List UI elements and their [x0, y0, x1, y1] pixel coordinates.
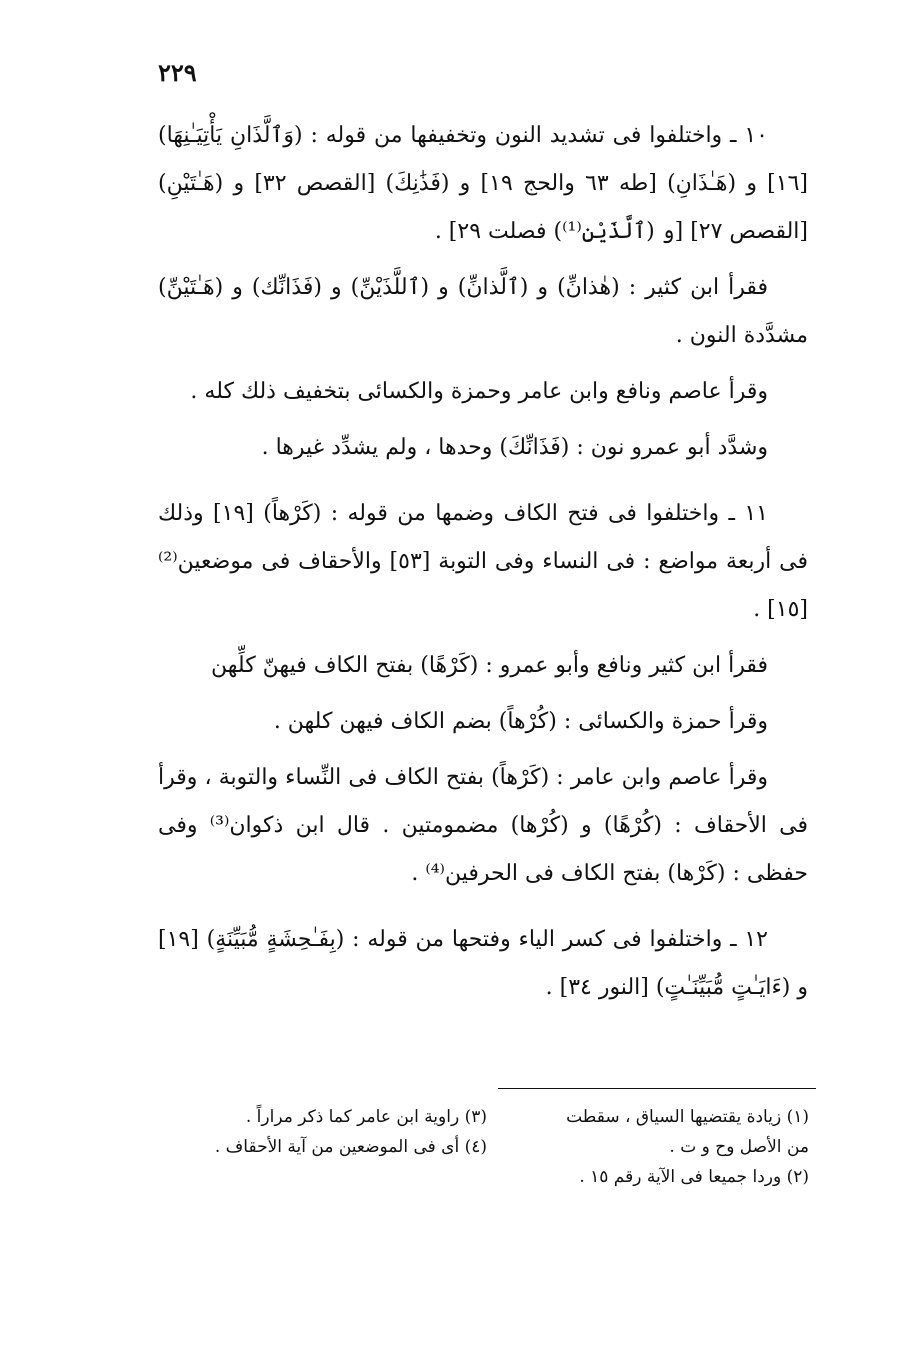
paragraph-ibn-kathir: فقرأ ابن كثير : (هٰذانِّ) و (ٱلَّذانِّ) و (ٱللَّذَيْنِّ) و (فَذَانِّك) و (هَـٰتَيْنِّ) مشدَّدة النون . [158, 275, 808, 348]
paragraph-asim-2: وقرأ عاصم وابن عامر : (كَرْهاً) بفتح الكاف فى النِّساء والتوبة ، وقرأ فى الأحقاف : (كُرْهًا) و (كُرْها) مضمومتين . قال ابن ذكوان⁽³⁾ وفى حفظى : (كَرْها) بفتح الكاف فى الحرفين⁽⁴⁾ . [158, 765, 808, 886]
footnote-3: (٣) راوية ابن عامر كما ذكر مراراً . [245, 1107, 487, 1127]
paragraph-asim: وقرأ عاصم ونافع وابن عامر وحمزة والكسائى بتخفيف ذلك كله . [190, 379, 768, 404]
paragraph-ibn-kathir-2: فقرأ ابن كثير ونافع وأبو عمرو : (كَرْهًا) بفتح الكاف فيهنّ كلِّهن [211, 653, 768, 678]
main-text [158, 112, 808, 1020]
footnote-1: (١) زيادة يقتضيها السياق ، سقطت [566, 1107, 809, 1127]
footnote-2: (٢) وردا جميعا فى الآية رقم ١٥ . [579, 1167, 809, 1187]
paragraph-11: ١١ ـ واختلفوا فى فتح الكاف وضمها من قوله : (كَرْهاً) [١٩] وذلك فى أربعة مواضع : فى النساء وفى التوبة [٥٣] والأحقاف فى موضعين⁽²⁾ [١٥] . [158, 501, 808, 622]
paragraph-abu-amr: وشدَّد أبو عمرو نون : (فَذَانِّكَ) وحدها ، ولم يشدِّد غيرها . [261, 435, 768, 460]
page-number: ٢٢٩ [158, 58, 197, 87]
footnote-1-continued: من الأصل وح و ت . [669, 1137, 809, 1157]
paragraph-12: ١٢ ـ واختلفوا فى كسر الياء وفتحها من قوله : (بِفَـٰحِشَةٍ مُّبَيِّنَةٍ) [١٩] و (ءَايَـٰتٍ مُّبَيِّنَـٰتٍ) [النور ٣٤] . [158, 927, 808, 1000]
paragraph-hamza: وقرأ حمزة والكسائى : (كُرْهاً) بضم الكاف فيهن كلهن . [273, 709, 768, 734]
footnote-divider [498, 1088, 816, 1089]
paragraph-10: ١٠ ـ واختلفوا فى تشديد النون وتخفيفها من قوله : (وَٱلَّذَانِ يَأْتِيَـٰنِهَا) [١٦] و (هَـٰذَانِ) [طه ٦٣ والحج ١٩] و (فَذَٰنِكَ) [القصص ٣٢] و (هَـٰتَيْنِ) [القصص ٢٧] [و (ٱلَّذَيْنِ⁽¹⁾) فصلت ٢٩] . [158, 123, 808, 244]
footnote-4: (٤) أى فى الموضعين من آية الأحقاف . [214, 1137, 487, 1157]
